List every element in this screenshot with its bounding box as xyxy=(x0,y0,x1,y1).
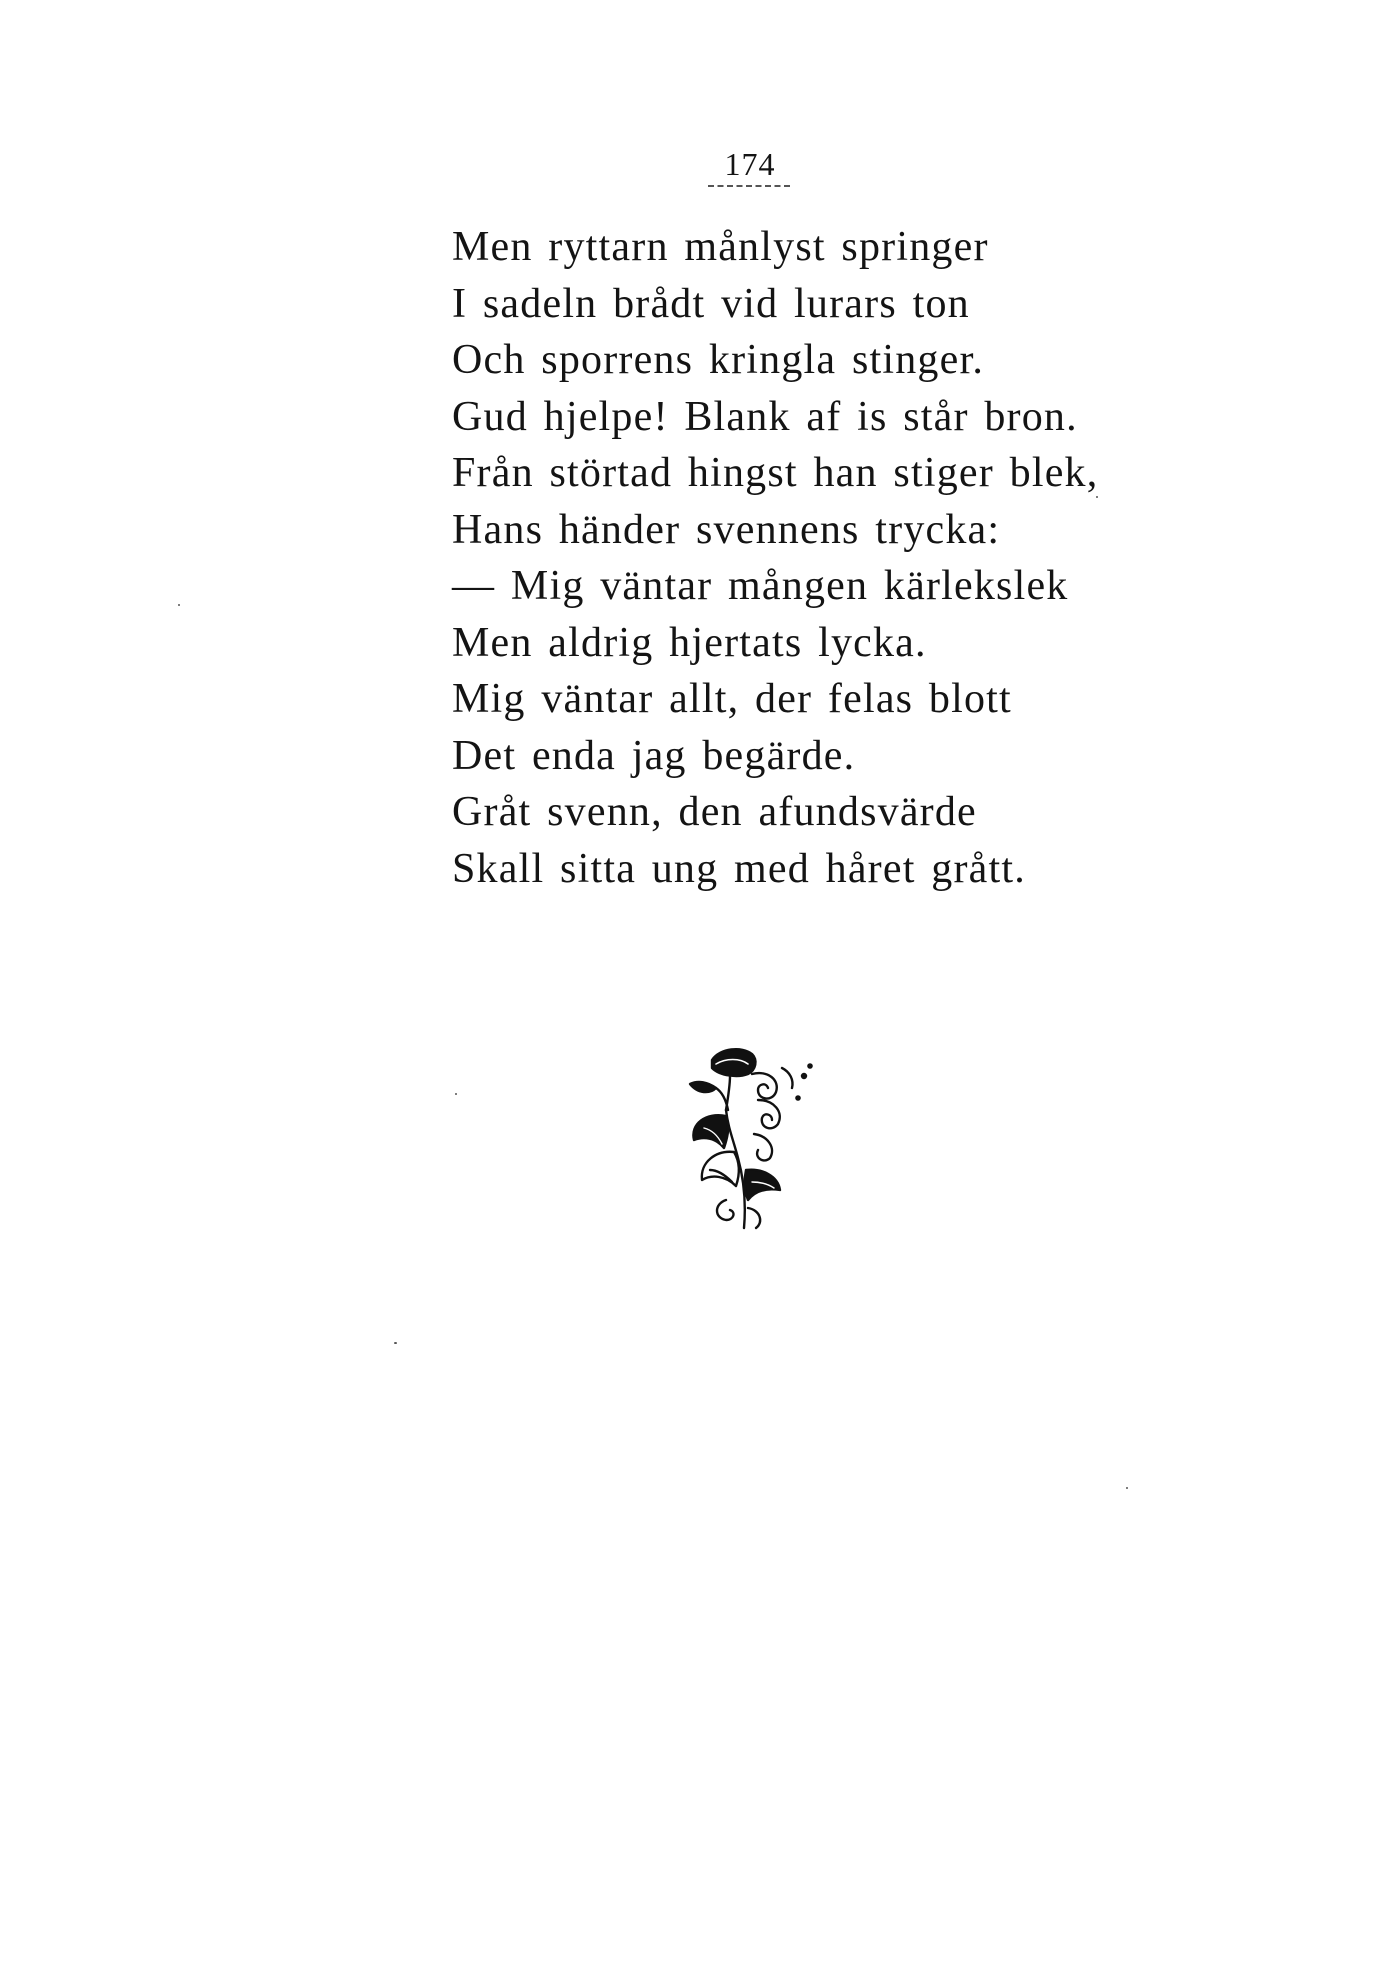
page-number: 174 xyxy=(724,146,776,182)
poem-line: Det enda jag begärde. xyxy=(452,732,856,779)
poem-line: Och sporrens kringla stinger. xyxy=(452,337,985,383)
poem-line: — Mig väntar mången kärlekslek xyxy=(452,563,1069,609)
scan-speck xyxy=(455,1093,457,1095)
poem-line: Från störtad hingst han stiger blek, xyxy=(452,450,1099,496)
poem-line: Men ryttarn månlyst springer xyxy=(452,224,989,270)
scan-speck xyxy=(178,604,180,606)
poem-line: Hans händer svennens trycka: xyxy=(452,506,1001,553)
poem-line: Gud hjelpe! Blank af is står bron. xyxy=(452,393,1078,440)
poem-line: Skall sitta ung med håret grått. xyxy=(452,845,1026,892)
poem-line: Men aldrig hjertats lycka. xyxy=(452,619,927,666)
page-number-rule xyxy=(708,185,790,187)
floral-vignette-icon xyxy=(686,1040,818,1232)
poem xyxy=(452,219,1152,897)
scan-speck xyxy=(1096,496,1098,498)
poem-line: I sadeln brådt vid lurars ton xyxy=(452,280,970,327)
poem-line: Mig väntar allt, der felas blott xyxy=(452,676,1012,722)
scan-speck xyxy=(394,1342,397,1344)
poem-line: Gråt svenn, den afundsvärde xyxy=(452,789,977,835)
scan-speck xyxy=(1126,1487,1128,1489)
